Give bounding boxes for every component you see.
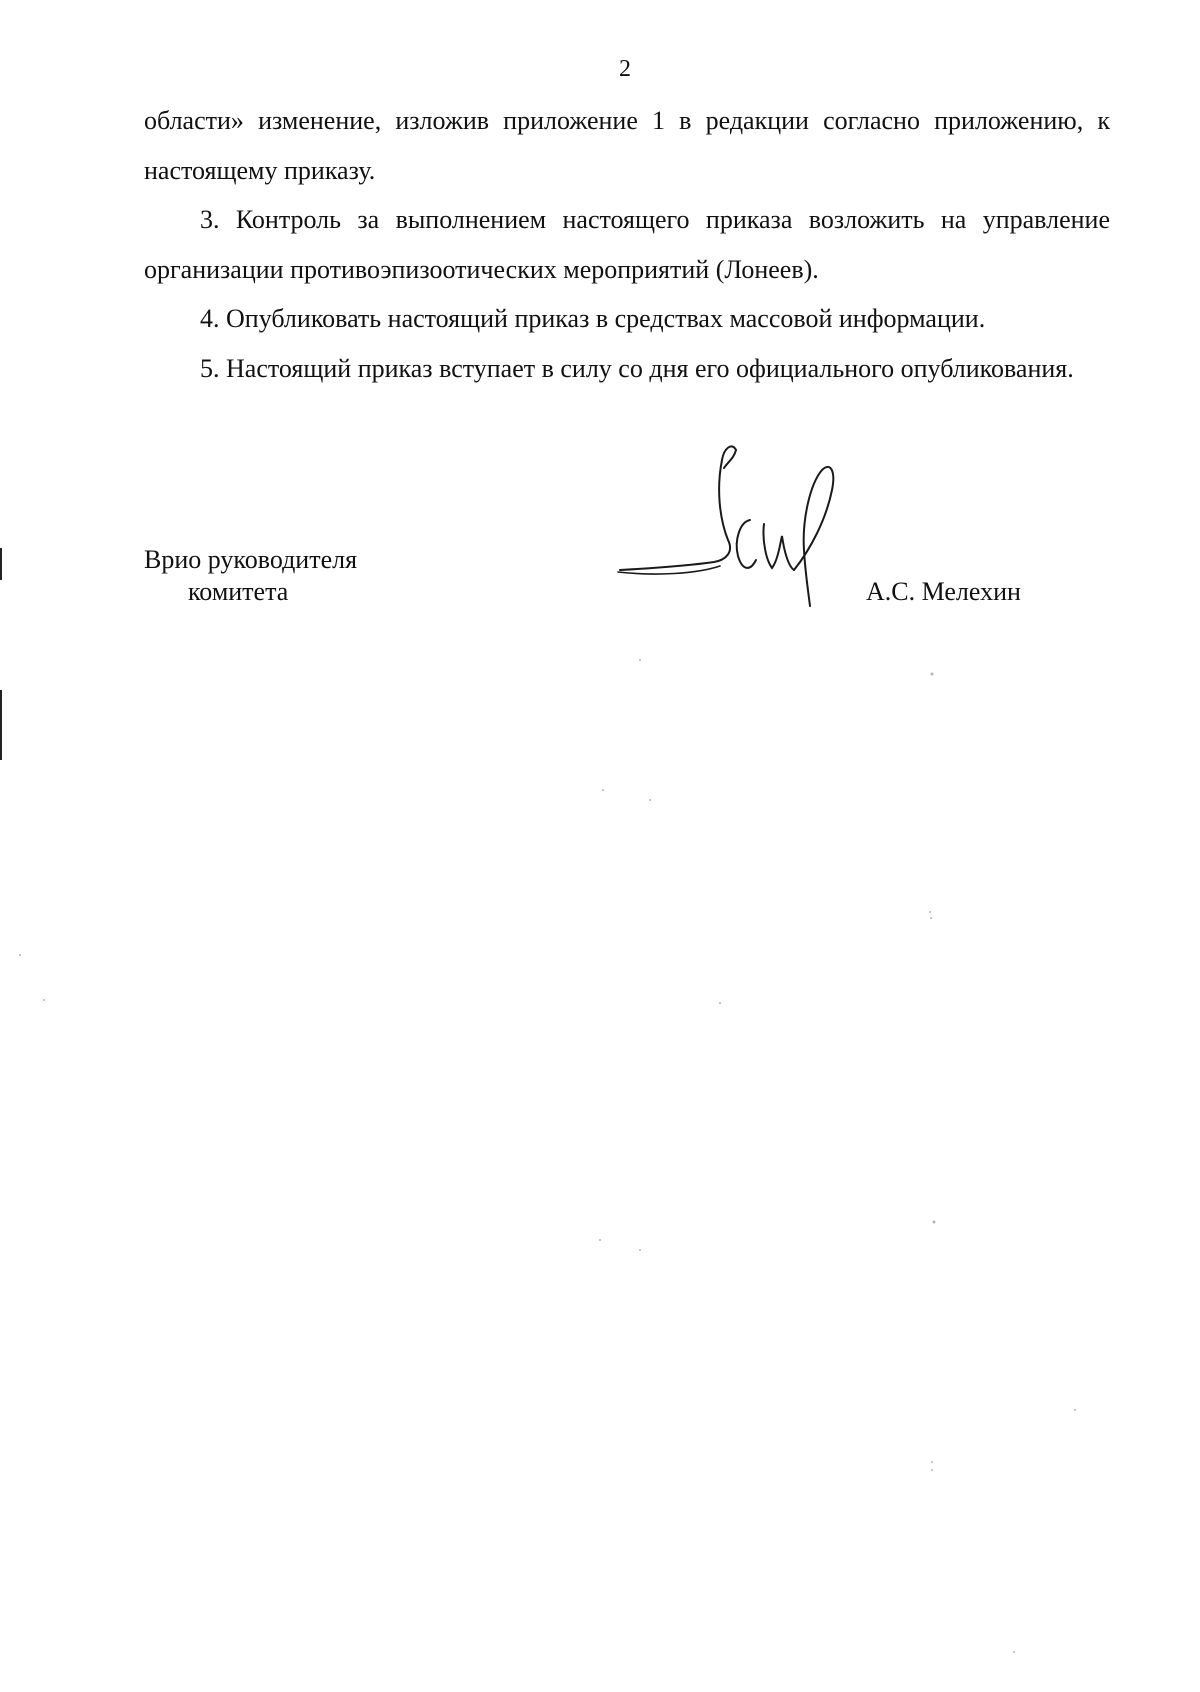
page-number: 2 <box>619 56 631 82</box>
paragraph-item-3: 3. Контроль за выполнением настоящего приказа возложить на управление организации противоэпизоотических мероприятий (Лонеев). <box>144 205 1110 284</box>
paragraph-item-5: 5. Настоящий приказ вступает в силу со дня его официального опубликования. <box>200 353 1074 383</box>
signatory-title-line-2: комитета <box>188 577 289 606</box>
handwritten-signature <box>616 440 856 610</box>
signatory-title-line-1: Врио руководителя <box>144 545 358 574</box>
paragraph-continuation: области» изменение, изложив приложение 1 в редакции согласно приложению, к настоящему приказу. <box>144 106 1110 185</box>
document-body <box>144 96 1110 393</box>
signatory-name: А.С. Мелехин <box>866 577 1021 606</box>
signatory-title <box>144 544 357 608</box>
paragraph-item-4: 4. Опубликовать настоящий приказ в средствах массовой информации. <box>200 304 986 333</box>
